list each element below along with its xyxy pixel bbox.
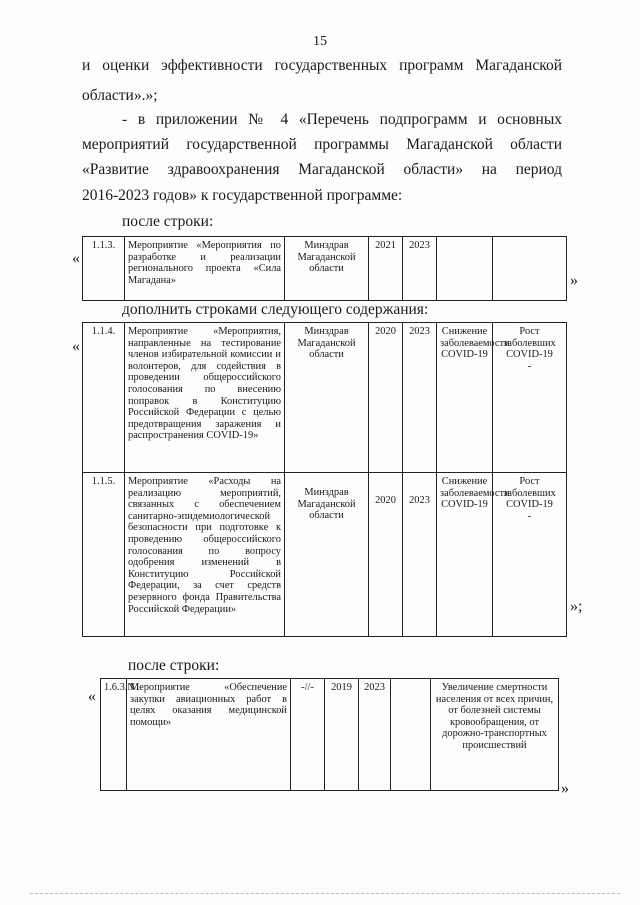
paragraph-line-5: «Развитие здравоохранения Магаданской области» на период	[82, 161, 562, 178]
indicator-text: Рост заболевших COVID-19	[503, 476, 556, 511]
open-quote-3: «	[88, 688, 96, 705]
cell-num: 1.1.3.	[83, 237, 125, 301]
table-row-1-6-3-n1	[100, 678, 559, 791]
cell-result: Снижение заболеваемости COVID-19	[437, 473, 493, 637]
cell-year-end: 2023	[403, 473, 437, 637]
open-quote-2: «	[72, 338, 80, 355]
cell-year-end: 2023	[359, 679, 391, 791]
cell-year-start: 2021	[369, 237, 403, 301]
table-row	[83, 473, 567, 637]
cell-num: 1.6.3.N1	[101, 679, 127, 791]
cell-year-end: 2023	[403, 237, 437, 301]
paragraph-line-2: области».»;	[82, 87, 158, 104]
cell-year-start: 2019	[325, 679, 359, 791]
cell-year-start: 2020	[369, 473, 403, 637]
cell-description: Мероприятие «Мероприятия, направленные на тестирование членов избирательной комиссии и волонтеров, для содействия в проведении общероссийского голосования по внесению поправок в Конституцию Российской Федерации с целью предотвращения заражения и распространения COVID-19»	[125, 323, 285, 473]
indicator-dash: -	[527, 510, 532, 522]
close-quote-3: »	[561, 780, 569, 797]
add-rows-label: дополнить строками следующего содержания:	[122, 301, 429, 318]
cell-indicator: Увеличение смертности населения от всех причин, от болезней системы кровообращения, от дорожно-транспортных происшествий	[431, 679, 559, 791]
cell-executor: -//-	[291, 679, 325, 791]
cell-indicator	[493, 237, 567, 301]
cell-description: Мероприятие «Расходы на реализацию мероприятий, связанных с обеспечением санитарно-эпидемиологической безопасности при подготовке к проведению общероссийского голосования по вопросу одобрения изменений в Конституцию Российской Федерации, за счет средств резервного фонда Правительства Российской Федерации»	[125, 473, 285, 637]
indicator-text: Рост заболевших COVID-19	[503, 326, 556, 361]
cell-result: Снижение заболеваемости COVID-19	[437, 323, 493, 473]
cell-num: 1.1.5.	[83, 473, 125, 637]
cell-indicator	[493, 323, 567, 473]
cell-num: 1.1.4.	[83, 323, 125, 473]
page-bottom-edge	[30, 893, 620, 894]
cell-executor: Минздрав Магаданской области	[285, 237, 369, 301]
cell-result	[391, 679, 431, 791]
table-row-1-1-3	[82, 236, 567, 301]
cell-result	[437, 237, 493, 301]
table-row	[83, 323, 567, 473]
paragraph-line-6: 2016-2023 годов» к государственной программе:	[82, 187, 403, 204]
table-rows-1-1-4-and-1-1-5	[82, 322, 567, 637]
cell-indicator	[493, 473, 567, 637]
indicator-dash: -	[527, 360, 532, 372]
after-row-label-2: после строки:	[128, 657, 220, 674]
cell-description: Мероприятие «Мероприятия по разработке и реализации регионального проекта «Сила Магадана»	[125, 237, 285, 301]
cell-year-start: 2020	[369, 323, 403, 473]
paragraph-line-4: мероприятий государственной программы Магаданской области	[82, 136, 562, 153]
paragraph-line-1: и оценки эффективности государственных программ Магаданской	[82, 57, 562, 74]
close-quote-1: »	[570, 272, 578, 289]
after-row-label-1: после строки:	[122, 213, 214, 230]
cell-executor: Минздрав Магаданской области	[285, 323, 369, 473]
page-number: 15	[313, 34, 327, 49]
cell-description: Мероприятие «Обеспечение закупки авиационных работ в целях оказания медицинской помощи»	[127, 679, 291, 791]
cell-year-end: 2023	[403, 323, 437, 473]
close-quote-semicolon: »;	[570, 598, 583, 615]
cell-executor: Минздрав Магаданской области	[285, 473, 369, 637]
open-quote-1: «	[72, 250, 80, 267]
paragraph-line-3: - в приложении № 4 «Перечень подпрограмм и основных	[122, 111, 562, 128]
